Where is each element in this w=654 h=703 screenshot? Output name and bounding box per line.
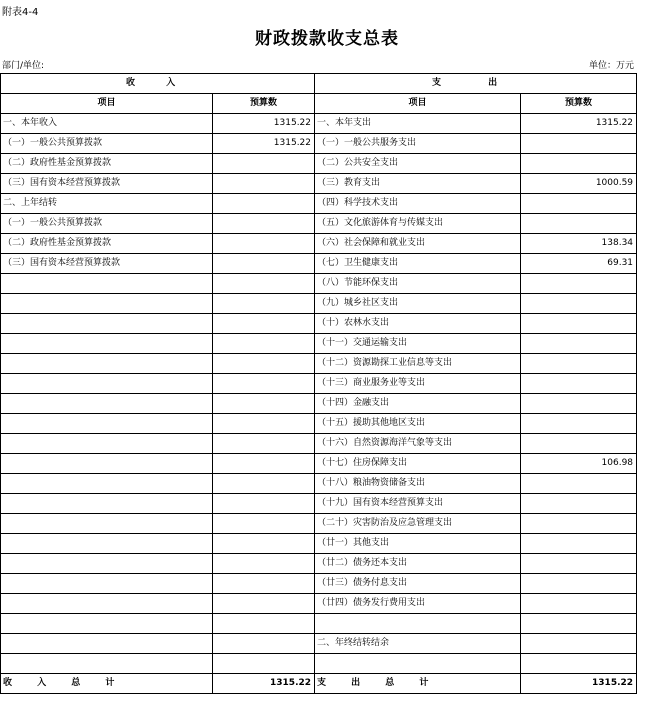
expense-value-cell: [521, 274, 637, 294]
expense-item-cell: （十五）援助其他地区支出: [315, 414, 521, 434]
expense-item-cell: [315, 614, 521, 634]
income-value-cell: 1315.22: [213, 134, 315, 154]
income-value-cell: [213, 554, 315, 574]
expense-value-cell: [521, 354, 637, 374]
income-value-cell: [213, 314, 315, 334]
table-row: [1, 534, 637, 554]
income-item-cell: [1, 574, 213, 594]
table-row: [1, 174, 637, 194]
income-value-cell: [213, 234, 315, 254]
table-row: [1, 274, 637, 294]
expense-value-cell: [521, 594, 637, 614]
income-value-cell: [213, 194, 315, 214]
expense-value-cell: 138.34: [521, 234, 637, 254]
expense-item-cell: （廿二）债务还本支出: [315, 554, 521, 574]
expense-item-cell: （十三）商业服务业等支出: [315, 374, 521, 394]
expense-value-cell: [521, 494, 637, 514]
expense-item-cell: （四）科学技术支出: [315, 194, 521, 214]
income-item-cell: 一、本年收入: [1, 114, 213, 134]
expense-value-cell: [521, 634, 637, 654]
income-value-cell: [213, 434, 315, 454]
expense-value-cell: [521, 154, 637, 174]
income-item-cell: [1, 414, 213, 434]
income-item-cell: （一）一般公共预算拨款: [1, 134, 213, 154]
expense-item-cell: （七）卫生健康支出: [315, 254, 521, 274]
table-row: [1, 314, 637, 334]
income-value-cell: [213, 294, 315, 314]
table-row: [1, 654, 637, 674]
table-row: [1, 554, 637, 574]
column-header-row: [1, 94, 637, 114]
expense-value-cell: [521, 314, 637, 334]
table-row: [1, 414, 637, 434]
expense-item-cell: （十八）粮油物资储备支出: [315, 474, 521, 494]
income-item-cell: （二）政府性基金预算拨款: [1, 154, 213, 174]
income-total-value: 1315.22: [213, 674, 315, 694]
income-item-cell: [1, 394, 213, 414]
unit-label: 单位：万元: [588, 61, 634, 71]
income-value-cell: 1315.22: [213, 114, 315, 134]
expense-item-cell: （十九）国有资本经营预算支出: [315, 494, 521, 514]
expense-value-cell: [521, 394, 637, 414]
income-item-cell: [1, 434, 213, 454]
income-item-cell: [1, 474, 213, 494]
table-row: [1, 594, 637, 614]
page-title: 财政拨款收支总表: [255, 29, 399, 49]
income-value-cell: [213, 214, 315, 234]
expense-value-cell: [521, 434, 637, 454]
expense-value-cell: 106.98: [521, 454, 637, 474]
income-item-cell: （三）国有资本经营预算拨款: [1, 174, 213, 194]
table-row: [1, 134, 637, 154]
expense-value-cell: 1315.22: [521, 114, 637, 134]
expense-item-cell: 二、年终结转结余: [315, 634, 521, 654]
income-value-cell: [213, 514, 315, 534]
income-item-cell: [1, 614, 213, 634]
income-value-cell: [213, 154, 315, 174]
expense-item-cell: （二十）灾害防治及应急管理支出: [315, 514, 521, 534]
table-row: [1, 434, 637, 454]
income-value-cell: [213, 374, 315, 394]
annex-label: 附表4-4: [2, 7, 39, 18]
income-value-cell: [213, 494, 315, 514]
expense-value-cell: [521, 474, 637, 494]
income-value-cell: [213, 534, 315, 554]
income-item-cell: [1, 294, 213, 314]
income-item-cell: [1, 654, 213, 674]
table-row: [1, 474, 637, 494]
income-value-cell: [213, 614, 315, 634]
table-row: [1, 254, 637, 274]
totals-row: [1, 674, 637, 694]
expense-value-cell: 1000.59: [521, 174, 637, 194]
expense-item-cell: （九）城乡社区支出: [315, 294, 521, 314]
table-row: [1, 334, 637, 354]
expense-item-cell: （三）教育支出: [315, 174, 521, 194]
expense-value-cell: 69.31: [521, 254, 637, 274]
income-value-cell: [213, 594, 315, 614]
expense-item-cell: （廿一）其他支出: [315, 534, 521, 554]
income-value-cell: [213, 274, 315, 294]
table-row: [1, 394, 637, 414]
income-item-cell: [1, 374, 213, 394]
table-row: [1, 194, 637, 214]
table-row: [1, 374, 637, 394]
expense-item-cell: （十）农林水支出: [315, 314, 521, 334]
income-item-cell: 二、上年结转: [1, 194, 213, 214]
expense-item-cell: （五）文化旅游体育与传媒支出: [315, 214, 521, 234]
income-value-cell: [213, 334, 315, 354]
income-value-cell: [213, 394, 315, 414]
table-row: [1, 114, 637, 134]
budget-table: [0, 73, 637, 694]
table-row: [1, 354, 637, 374]
table-row: [1, 574, 637, 594]
expense-value-cell: [521, 134, 637, 154]
expense-value-cell: [521, 654, 637, 674]
expense-value-cell: [521, 414, 637, 434]
table-row: [1, 494, 637, 514]
department-label: 部门/单位:: [2, 61, 45, 71]
income-value-cell: [213, 634, 315, 654]
income-value-cell: [213, 254, 315, 274]
table-row: [1, 634, 637, 654]
income-value-cell: [213, 574, 315, 594]
expense-value-cell: [521, 514, 637, 534]
expense-value-cell: [521, 214, 637, 234]
income-item-header: 项目: [1, 94, 213, 114]
expense-item-cell: （廿三）债务付息支出: [315, 574, 521, 594]
expense-value-cell: [521, 554, 637, 574]
income-item-cell: [1, 334, 213, 354]
income-item-cell: [1, 634, 213, 654]
expense-item-cell: （六）社会保障和就业支出: [315, 234, 521, 254]
expense-value-cell: [521, 294, 637, 314]
expense-item-cell: （十六）自然资源海洋气象等支出: [315, 434, 521, 454]
expense-value-cell: [521, 334, 637, 354]
table-row: [1, 514, 637, 534]
expense-value-cell: [521, 614, 637, 634]
expense-item-cell: （八）节能环保支出: [315, 274, 521, 294]
income-group-header: 收 入: [1, 74, 315, 94]
income-item-cell: [1, 534, 213, 554]
table-row: [1, 234, 637, 254]
income-item-cell: [1, 354, 213, 374]
table-row: [1, 214, 637, 234]
table-row: [1, 454, 637, 474]
income-item-cell: [1, 454, 213, 474]
income-item-cell: （三）国有资本经营预算拨款: [1, 254, 213, 274]
income-item-cell: [1, 314, 213, 334]
income-value-cell: [213, 414, 315, 434]
income-item-cell: [1, 494, 213, 514]
expense-item-cell: （二）公共安全支出: [315, 154, 521, 174]
expense-total-label: 支 出 总 计: [315, 674, 521, 694]
expense-item-cell: （十四）金融支出: [315, 394, 521, 414]
income-item-cell: （一）一般公共预算拨款: [1, 214, 213, 234]
expense-value-cell: [521, 194, 637, 214]
expense-group-header: 支 出: [315, 74, 637, 94]
expense-value-cell: [521, 534, 637, 554]
income-value-cell: [213, 474, 315, 494]
expense-item-cell: （十七）住房保障支出: [315, 454, 521, 474]
expense-budget-header: 预算数: [521, 94, 637, 114]
group-header-row: [1, 74, 637, 94]
income-item-cell: [1, 594, 213, 614]
income-item-cell: （二）政府性基金预算拨款: [1, 234, 213, 254]
table-row: [1, 154, 637, 174]
expense-value-cell: [521, 574, 637, 594]
expense-item-cell: （十一）交通运输支出: [315, 334, 521, 354]
income-item-cell: [1, 274, 213, 294]
expense-item-cell: 一、本年支出: [315, 114, 521, 134]
income-value-cell: [213, 654, 315, 674]
expense-item-cell: （一）一般公共服务支出: [315, 134, 521, 154]
table-row: [1, 614, 637, 634]
expense-value-cell: [521, 374, 637, 394]
income-item-cell: [1, 554, 213, 574]
expense-item-cell: [315, 654, 521, 674]
income-budget-header: 预算数: [213, 94, 315, 114]
expense-item-cell: （十二）资源勘探工业信息等支出: [315, 354, 521, 374]
income-value-cell: [213, 354, 315, 374]
income-item-cell: [1, 514, 213, 534]
income-value-cell: [213, 174, 315, 194]
expense-item-cell: （廿四）债务发行费用支出: [315, 594, 521, 614]
expense-total-value: 1315.22: [521, 674, 637, 694]
income-total-label: 收 入 总 计: [1, 674, 213, 694]
expense-item-header: 项目: [315, 94, 521, 114]
income-value-cell: [213, 454, 315, 474]
table-row: [1, 294, 637, 314]
